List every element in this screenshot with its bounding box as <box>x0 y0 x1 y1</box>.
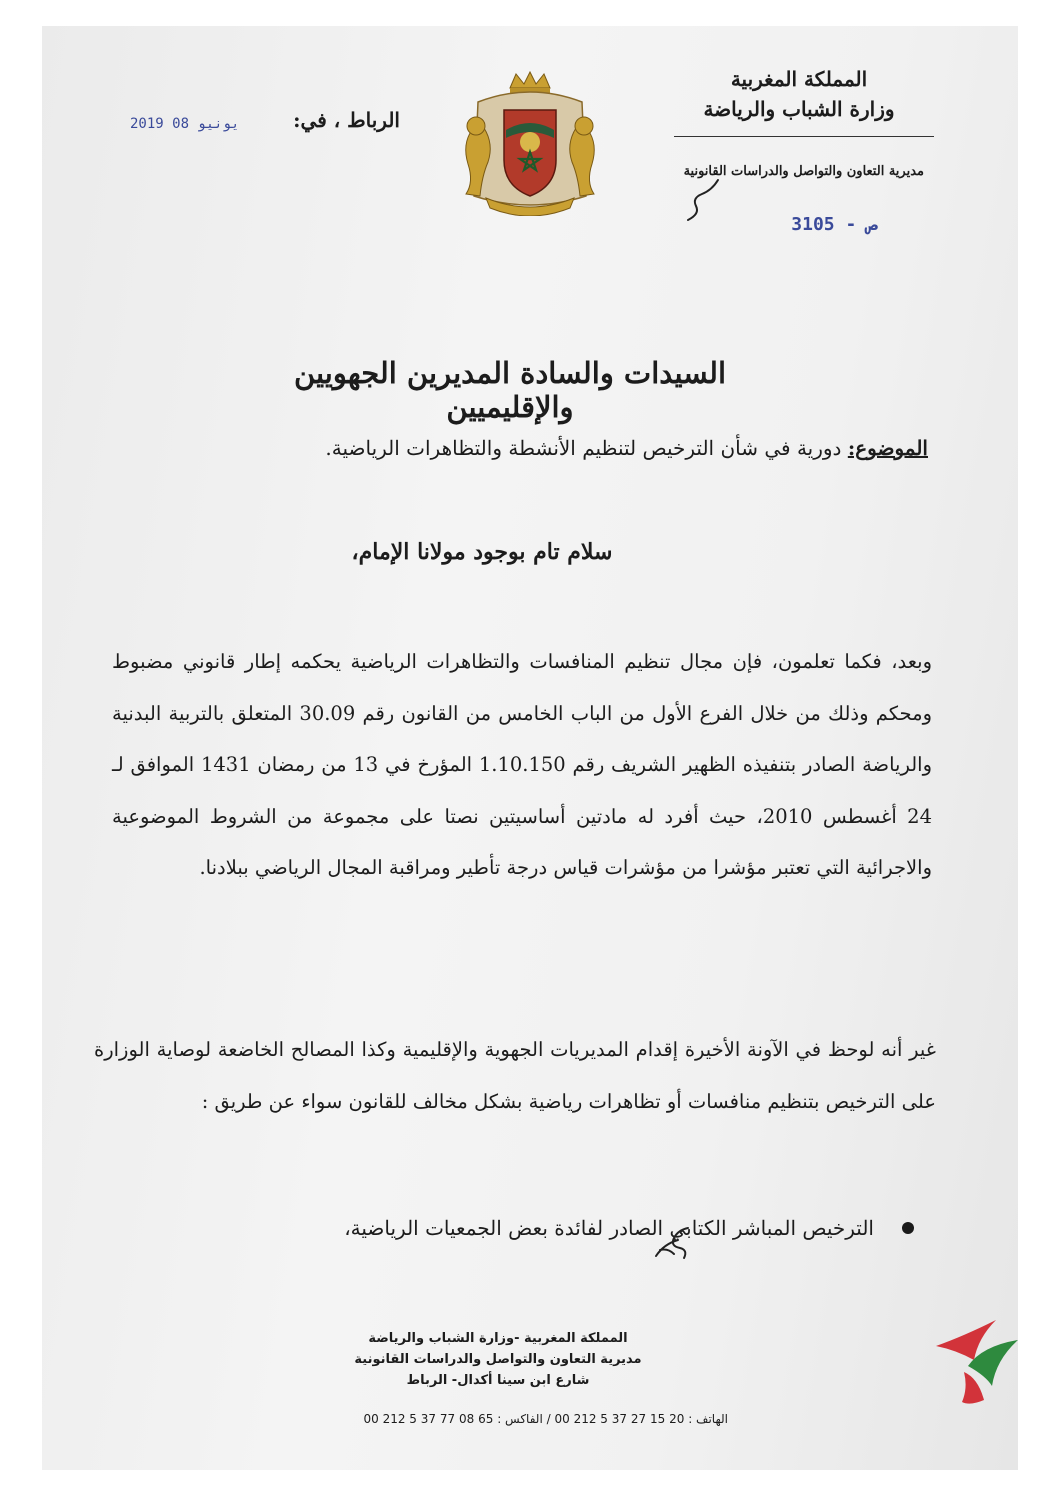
handwritten-mark-icon <box>678 176 728 224</box>
salutation: سلام تام بوجود مولانا الإمام، <box>351 539 613 565</box>
date-label: الرباط ، في: <box>293 108 400 132</box>
paragraph-legal-framework: وبعد، فكما تعلمون، فإن مجال تنظيم المنافسات والتظاهرات الرياضية يحكمه إطار قانوني مضبوط ومحكم وذلك من خلال الفرع الأول من الباب الخامس من القانون رقم 30.09 المتعلق بالتربية البدنية والرياضة الصادر بتنفيذه الظهير الشريف رقم 1.10.150 المؤرخ في 13 من رمضان 1431 الموافق لـ 24 أغسطس 2010، حيث أفرد له مادتين أساسيتين نصتا على مجموعة من الشروط الموضوعية والاجرائية التي تعتبر مؤشرا من مؤشرات قياس درجة تأطير ومراقبة المجال الرياضي ببلادنا. <box>112 650 932 879</box>
initials-signature-icon <box>648 1222 698 1262</box>
header-divider <box>674 136 934 137</box>
ministry-logo-icon <box>934 1316 1018 1408</box>
directorate-name: مديرية التعاون والتواصل والدراسات القانونية <box>683 164 924 179</box>
footer-ministry: المملكة المغربية -وزارة الشباب والرياضة <box>368 1331 628 1346</box>
bullet-list <box>218 1208 918 1248</box>
date-stamp: 2019 يونيو 08 <box>130 116 240 132</box>
subject-line <box>168 436 928 460</box>
subject-text: دورية في شأن الترخيص لتنظيم الأنشطة والتظاهرات الرياضية. <box>325 436 848 460</box>
footer-contact: الهاتف : 20 15 27 37 5 212 00 / الفاكس : 65 08 77 37 5 212 00 <box>363 1412 728 1426</box>
footer-directorate: مديرية التعاون والتواصل والدراسات القانونية <box>354 1352 642 1367</box>
addressee-heading: السيدات والسادة المديرين الجهويين والإقليميين <box>293 356 727 424</box>
list-item-text: الترخيص المباشر الكتابي الصادر لفائدة بعض الجمعيات الرياضية، <box>344 1216 874 1240</box>
bullet-icon <box>902 1222 914 1234</box>
footer-address <box>268 1328 728 1391</box>
ministry-name: وزارة الشباب والرياضة <box>703 97 895 121</box>
letter-page <box>42 26 1018 1470</box>
ministry-header <box>674 64 924 124</box>
subject-label: الموضوع: <box>847 436 928 460</box>
reference-number: 3105 - ص <box>791 214 878 235</box>
date-block <box>130 106 400 146</box>
royal-coat-of-arms-icon <box>454 68 606 216</box>
footer-street: شارع ابن سينا أكدال- الرباط <box>406 1373 590 1388</box>
paragraph-observation: غير أنه لوحظ في الآونة الأخيرة إقدام المديريات الجهوية والإقليمية وكذا المصالح الخاضعة لوصاية الوزارة على الترخيص بتنظيم منافسات أو تظاهرات رياضية بشكل مخالف للقانون سواء عن طريق : <box>94 1038 936 1113</box>
list-item <box>218 1208 918 1248</box>
kingdom-name: المملكة المغربية <box>730 67 868 91</box>
